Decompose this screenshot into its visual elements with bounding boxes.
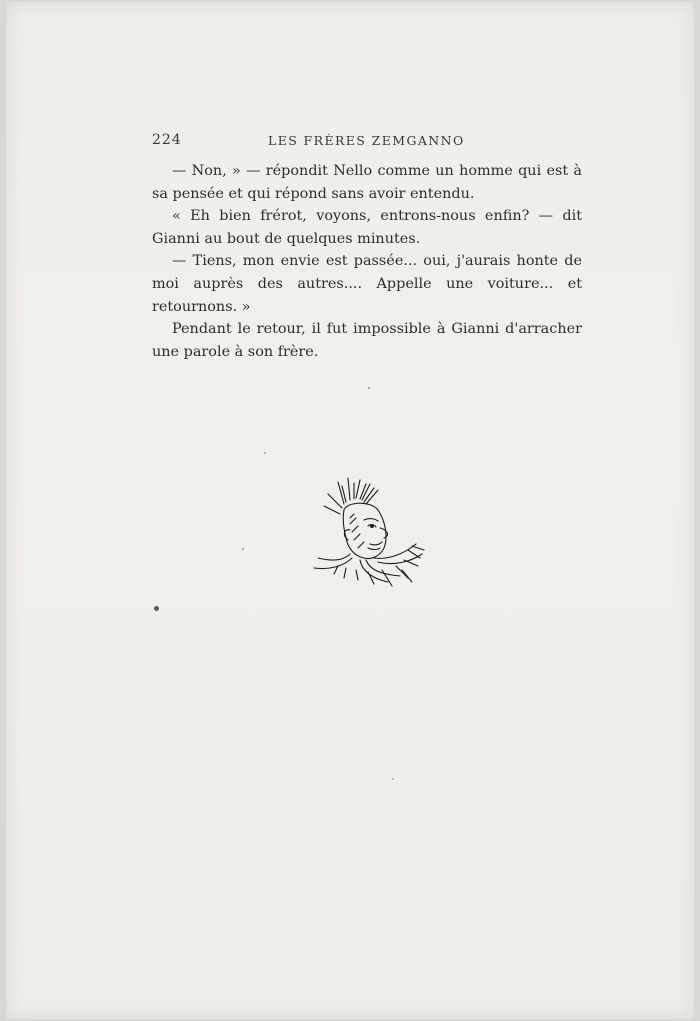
clown-head-vignette-illustration	[304, 474, 430, 600]
paragraph: — Tiens, mon envie est passée... oui, j'aurais honte de moi auprès des autres.... Appelle une voiture... et retournons. »	[152, 253, 582, 315]
ink-speck	[154, 606, 159, 611]
ink-speck	[392, 778, 394, 780]
body-text	[152, 160, 582, 363]
ink-speck	[264, 452, 266, 454]
page-header	[152, 132, 582, 152]
running-title: LES FRÈRES ZEMGANNO	[268, 133, 465, 148]
paragraph: « Eh bien frérot, voyons, entrons-nous enfin? — dit Gianni au bout de quelques minutes.	[152, 208, 582, 247]
ink-speck	[368, 387, 370, 389]
paragraph: Pendant le retour, il fut impossible à Gianni d'arracher une parole à son frère.	[152, 321, 582, 360]
ink-speck	[242, 548, 244, 550]
book-page	[6, 2, 694, 1019]
paragraph: — Non, » — répondit Nello comme un homme qui est à sa pensée et qui répond sans avoir entendu.	[152, 163, 582, 202]
page-number: 224	[152, 132, 182, 148]
